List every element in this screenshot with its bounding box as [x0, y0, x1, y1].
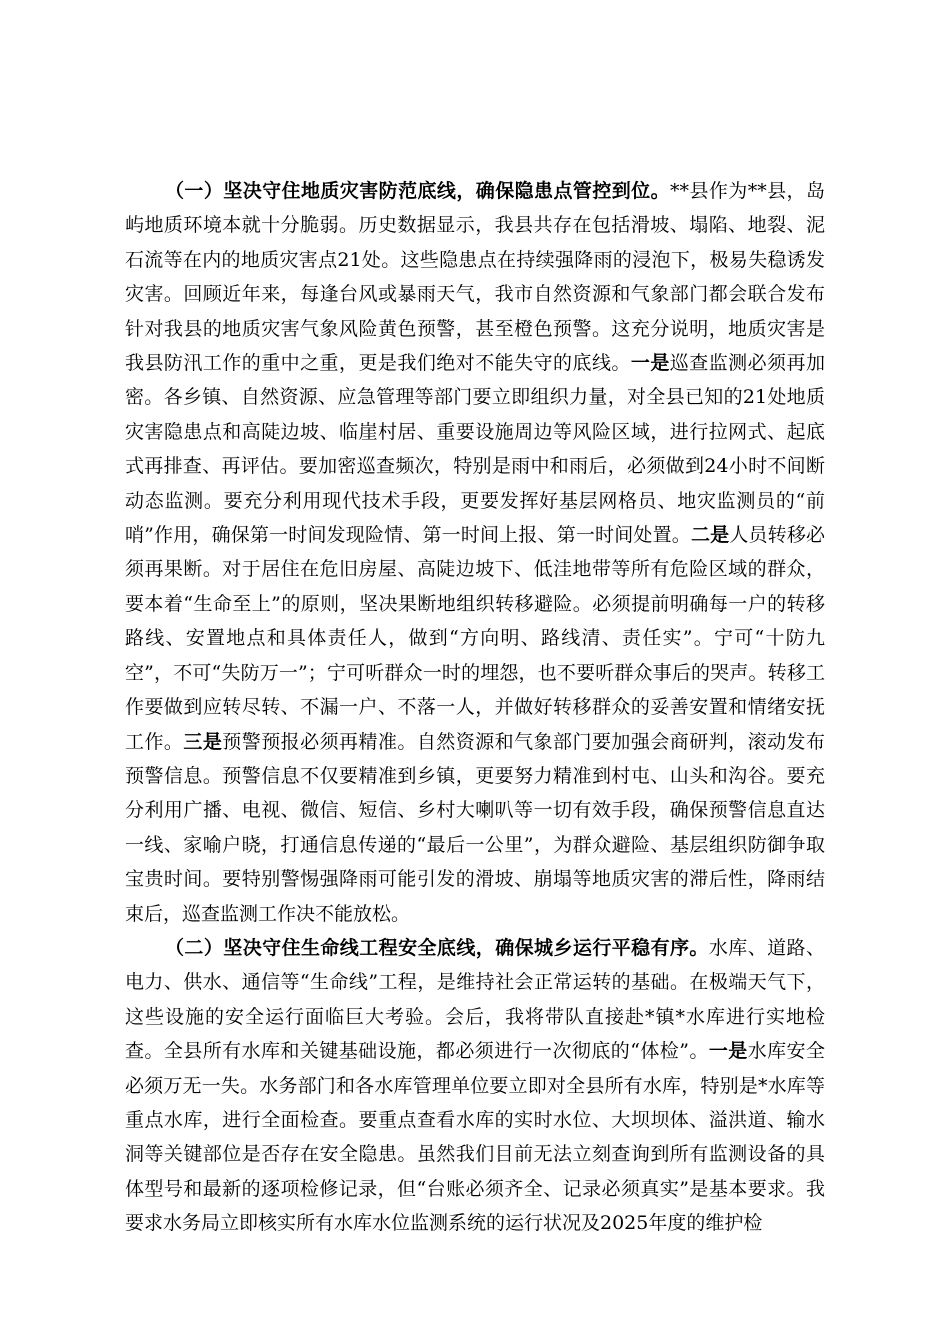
paragraph-2-marker-1: 一是 — [708, 1040, 748, 1063]
paragraph-2-heading: （二）坚决守住生命线工程安全底线，确保城乡运行平稳有序。 — [165, 936, 709, 959]
paragraph-2-text-1: 水库、道路、电力、供水、通信等“生命线”工程，是维持社会正常运转的基础。在极端天气下，这些设施的安全运行面临巨大考验。会后，我将带队直接赴*镇*水库进行实地检查。全县所有水库和关键基础设施，都必须进行一次彻底的“体检”。 — [125, 936, 825, 1063]
paragraph-2 — [125, 931, 825, 1241]
paragraph-1-marker-2: 二是 — [690, 524, 730, 547]
paragraph-1-text-3: 人员转移必须再果断。对于居住在危旧房屋、高陡边坡下、低洼地带等所有危险区域的群众，要本着“生命至上”的原则，坚决果断地组织转移避险。必须提前明确每一户的转移路线、安置地点和具体责任人，做到“方向明、路线清、责任实”。宁可“十防九空”，不可“失防万一”；宁可听群众一时的埋怨，也不要听群众事后的哭声。转移工作要做到应转尽转、不漏一户、不落一人，并做好转移群众的妥善安置和情绪安抚工作。 — [125, 524, 825, 753]
paragraph-1-text-4: 预警预报必须再精准。自然资源和气象部门要加强会商研判，滚动发布预警信息。预警信息不仅要精准到乡镇，更要努力精准到村屯、山头和沟谷。要充分利用广播、电视、微信、短信、乡村大喇叭等一切有效手段，确保预警信息直达一线、家喻户晓，打通信息传递的“最后一公里”，为群众避险、基层组织防御争取宝贵时间。要特别警惕强降雨可能引发的滑坡、崩塌等地质灾害的滞后性，降雨结束后，巡查监测工作决不能放松。 — [125, 730, 825, 925]
paragraph-1-marker-1: 一是 — [630, 352, 670, 375]
paragraph-1-text-2: 巡查监测必须再加密。各乡镇、自然资源、应急管理等部门要立即组织力量，对全县已知的21处地质灾害隐患点和高陡边坡、临崖村居、重要设施周边等风险区域，进行拉网式、起底式再排查、再评估。要加密巡查频次，特别是雨中和雨后，必须做到24小时不间断动态监测。要充分利用现代技术手段，更要发挥好基层网格员、地灾监测员的“前哨”作用，确保第一时间发现险情、第一时间上报、第一时间处置。 — [125, 352, 825, 547]
paragraph-1-heading: （一）坚决守住地质灾害防范底线，确保隐患点管控到位。 — [165, 180, 671, 202]
paragraph-2-text-2: 水库安全必须万无一失。水务部门和各水库管理单位要立即对全县所有水库，特别是*水库等重点水库，进行全面检查。要重点查看水库的实时水位、大坝坝体、溢洪道、输水洞等关键部位是否存在安全隐患。虽然我们目前无法立刻查询到所有监测设备的具体型号和最新的逐项检修记录，但“台账必须齐全、记录必须真实”是基本要求。我要求水务局立即核实所有水库水位监测系统的运行状况及2025年度的维护检 — [125, 1040, 825, 1235]
paragraph-1-text-1: **县作为**县，岛屿地质环境本就十分脆弱。历史数据显示，我县共存在包括滑坡、塌陷、地裂、泥石流等在内的地质灾害点21处。这些隐患点在持续强降雨的浸泡下，极易失稳诱发灾害。回顾近年来，每逢台风或暴雨天气，我市自然资源和气象部门都会联合发布针对我县的地质灾害气象风险黄色预警，甚至橙色预警。这充分说明，地质灾害是我县防汛工作的重中之重，更是我们绝对不能失守的底线。 — [125, 180, 825, 375]
paragraph-1 — [125, 174, 825, 931]
paragraph-1-marker-3: 三是 — [183, 730, 223, 753]
